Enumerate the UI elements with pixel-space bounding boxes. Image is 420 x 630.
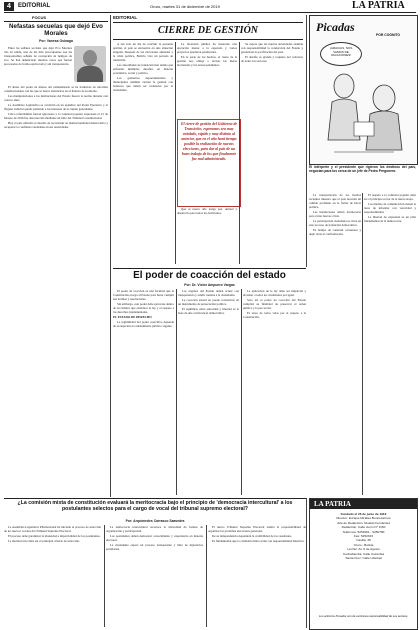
staff-line: Redacción: Calle Junín N° 1150 <box>341 525 386 530</box>
bottom-article-top-rule <box>4 498 306 499</box>
bottom-article-paragraph: La democracia intercultural reconoce la diversidad de formas de organización y participación. <box>106 525 203 533</box>
bottom-article-paragraph: La Asamblea Legislativa Plurinacional ha iniciado el proceso de selección de los nuevos vocales del Tribunal Supremo Electoral. <box>4 525 101 533</box>
editorial-paragraph: Los gobiernos departamentales y municipales también cierran la gestión con balances que deben ser evaluados por la ciudadanía. <box>113 76 173 92</box>
focus-paragraph: Entre las señales sociales que dejó Evo Morales tras su salida, una de las más preocupantes son las irresponsables señales de corrupción de tiempos de evo. Se han denunciado muchos casos que fueron procesados de forma equivocada y sin transparencia. <box>4 46 72 66</box>
focus-paragraph: Cinco referéndums fueron ignorados y la voluntad popular expresada el 21 de febrero de 2016 fue desconocida mediante un fallo del Tribunal Constitucional. <box>4 112 108 120</box>
bottom-col-divider-2 <box>206 525 207 627</box>
bottom-article-paragraph: De su independencia dependerá la credibilidad de los resultados. <box>212 534 292 538</box>
author-photo <box>74 46 106 82</box>
author-photo-head <box>83 50 97 66</box>
page-number: 4 <box>7 3 11 10</box>
right-column-col-2 <box>364 193 416 418</box>
bottom-article-paragraph: La ciudadanía espera un proceso transparente y libre de injerencias partidarias. <box>106 543 203 551</box>
middle-col-divider-2 <box>241 289 242 495</box>
editorial-col-2 <box>177 42 237 117</box>
staff-line: Cochabamba: Calle Colombia <box>342 551 385 556</box>
editorial-col-divider-1 <box>175 42 176 264</box>
editorial-paragraph: La inversión pública ha mostrado una ejecución menor a la esperada y varios proyectos quedaron paralizados. <box>177 42 237 54</box>
right-column-divider <box>362 193 363 495</box>
middle-article-paragraph: El equilibrio entre autoridad y libertad es la base de una convivencia democrática. <box>178 307 239 315</box>
bottom-article-paragraph: Los postulantes deben demostrar conocimiento y experiencia en materia electoral. <box>106 534 203 542</box>
editorial-col-1 <box>113 42 173 264</box>
cartoon-caption-text: El intérprete y el presidente que rigieron los destinos del país, negocian para los cerca de un jefe de Pedro Pregonero. <box>309 165 416 174</box>
right-column-col-1 <box>309 193 361 495</box>
staff-lines <box>313 512 414 612</box>
editorial-title: CIERRE DE GESTIÓN <box>157 25 259 36</box>
focus-byline: Por: Vanesa Osinaga <box>39 39 73 43</box>
editorial-paragraph: Que el nuevo año traiga paz, unidad y desarrollo para todos los bolivianos. <box>177 207 237 215</box>
editorial-col-3 <box>241 42 303 264</box>
editorial-paragraph: El desafío es grande y requiere del concurso de todos los sectores. <box>241 55 303 63</box>
staff-line: Jefe de Redacción: Nivaldo Fernández <box>336 520 391 525</box>
left-column <box>4 15 108 475</box>
focus-rule <box>4 21 108 22</box>
editorial-tag-rule <box>113 22 303 23</box>
middle-article-subhead: EL ESTADO DE DERECHO <box>113 315 152 319</box>
staff-masthead: LA PATRIA <box>314 500 351 508</box>
bottom-article-paragraph: Es fundamental que la comisión mixta actúe con responsabilidad histórica. <box>212 539 305 543</box>
middle-article-col-1 <box>113 289 174 495</box>
staff-masthead-bar <box>310 499 417 509</box>
middle-article-paragraph: La coacción estatal no puede convertirse en un instrumento de persecución política. <box>178 298 239 306</box>
middle-article-col-3 <box>243 289 306 495</box>
page-number-box <box>4 2 14 11</box>
bottom-column-divider <box>306 498 307 628</box>
right-column-paragraph: El respeto a la voluntad popular debe ser el principio rector de la nueva etapa. <box>364 193 416 201</box>
bottom-article-col-1 <box>4 525 101 627</box>
focus-title: Nefastas secuelas que dejó Evo Morales <box>9 23 103 37</box>
right-column-paragraph: Las instituciones deben fortalecerse para evitar nuevas crisis. <box>309 210 361 218</box>
editorial-paragraph: A tan solo un día de concluir la presente gestión, el país se encuentra en una situación singular. Después de las elecciones anuladas y la crisis política, Bolivia vive un periodo de transición. <box>113 42 173 62</box>
cartoon-caption <box>309 165 416 191</box>
staff-line: Fax: 5252333 <box>354 534 373 539</box>
middle-article-paragraph: Sin embargo, este poder debe ejercerse dentro de los límites que establece la ley y el respeto a los derechos fundamentales. <box>113 302 174 314</box>
focus-paragraph: Las manipulaciones a las instituciones del Estado fueron la norma durante casi catorce años. <box>4 94 108 102</box>
middle-article-paragraph: La aplicación de la ley debe ser imparcial y alcanzar a todos los ciudadanos por igual. <box>243 289 306 297</box>
bottom-article-byline: Por: Arquímedes Carrasco Saavedra <box>125 519 185 523</box>
bottom-article-paragraph: La meritocracia debe ser el principal criterio de selección. <box>8 539 80 543</box>
date-line: Oruro, martes 31 de diciembre de 2019 <box>150 4 220 9</box>
editorial-section <box>113 15 303 265</box>
author-photo-shoulders <box>77 66 103 82</box>
middle-article-col-2 <box>178 289 239 495</box>
middle-article-paragraph: La legitimidad del poder coercitivo depende de su sujeción al ordenamiento jurídico vigente. <box>113 320 174 328</box>
bottom-article-col-2 <box>106 525 203 627</box>
staff-line: Casilla: 48 <box>356 538 371 543</box>
right-column-paragraph: Los medios de comunicación tienen la tarea de informar con veracidad y responsabilidad. <box>364 202 416 214</box>
editorial-col-2-bottom <box>177 207 237 264</box>
right-column-paragraph: Es tiempo de construir consensos y dejar atrás la confrontación. <box>309 228 361 236</box>
speech-bubble-text: ¡GRACIAS, NOS VAMOS DE VACACIONES! <box>329 46 353 58</box>
bottom-article <box>4 498 306 628</box>
middle-article-top-rule <box>113 268 306 269</box>
section-label: EDITORIAL <box>18 3 51 9</box>
middle-article-paragraph: Es tarea de todos velar por el respeto a la Constitución. <box>243 311 306 319</box>
staff-footer-note: Los artículos firmados son de exclusiva responsabilidad de sus autores. <box>318 614 409 618</box>
cartoon-panel <box>309 15 418 165</box>
focus-tag: FOCUS <box>32 15 46 20</box>
staff-line: La Paz: Av. 6 de Agosto <box>347 547 380 552</box>
staff-line: Director: Enrique Miralles Bonnecarrere <box>336 516 391 521</box>
staff-line: Teléfonos: 5254061 - 5250780 <box>342 529 385 534</box>
editorial-paragraph: En la parte de los hechos, el cierre de la gestión nos obliga a revisar las metas alcanzadas y las tareas pendientes. <box>177 55 237 67</box>
cartoon-illustration <box>314 62 413 160</box>
staff-line: Fundado el 26 de junio de 1919 <box>340 512 387 516</box>
middle-article-paragraph: Solo así el poder de coacción del Estado cumplirá su finalidad de preservar el orden público y la paz social. <box>243 298 306 310</box>
cartoon-title: Picadas <box>316 20 355 34</box>
staff-box <box>309 498 418 630</box>
focus-paragraph: La Asamblea Legislativa se convirtió en un apéndice del Poder Ejecutivo y el Órgano Judicial quedó sometido a los intereses de la cúpula gobernante. <box>4 103 108 111</box>
editorial-title-rule <box>113 39 303 40</box>
cartoon-credit: POR COGNITO <box>376 33 401 37</box>
column-divider-left <box>110 15 111 497</box>
editorial-paragraph: Se espera que las nuevas autoridades asuman con responsabilidad la conducción del Estado y garanticen la pacificación del país. <box>241 42 303 54</box>
bottom-article-paragraph: El proceso debe garantizar la idoneidad e imparcialidad de los postulantes. <box>8 534 101 538</box>
bottom-col-divider-1 <box>104 525 105 627</box>
bottom-article-col-3 <box>208 525 306 627</box>
header-bar <box>0 0 420 13</box>
column-divider-right <box>306 15 307 267</box>
editorial-quote-text: El cierre de gestión del Gobierno de Transición, esperamos sea muy rotulado, rápido y muy distinto al anterior, que en el año hará tiempo posible la realización de nuevas elecciones, para dar al país de un buen trabajo de los que finalmente fue mal administrado. <box>180 122 238 161</box>
middle-article-byline: Por: Dr. Víctor Ampuero Vargas <box>184 283 235 287</box>
focus-paragraph: El abuso del poder en manos del exmandatario se ha traducido en reformas constitucionales con las que se buscó eternizarse en el Palacio de Gobierno. <box>4 85 108 93</box>
staff-line: Oruro - Bolivia <box>353 542 374 547</box>
right-column-paragraph: La interpretación de los hechos recientes muestra que el país necesita un cambio profundo en la forma de hacer política. <box>309 193 361 209</box>
middle-col-divider-1 <box>176 289 177 495</box>
focus-paragraph: Hoy el país enfrenta el desafío de reconstruir su institucionalidad democrática y recuperar la confianza ciudadana en sus autoridades. <box>4 121 108 129</box>
middle-article <box>113 268 306 496</box>
staff-line: Santa Cruz: Calle Libertad <box>345 556 382 561</box>
bottom-article-paragraph: El nuevo Tribunal Supremo Electoral tendrá la responsabilidad de organizar las próximas elecciones generales. <box>208 525 306 533</box>
bottom-article-title: ¿La comisión mixta de constitución evaluará la meritocracia bajo el principio de 'democracia intercultural' a los postulantes selectos para el cargo de vocal del tribunal supremo electoral? <box>17 500 293 513</box>
editorial-tag: EDITORIAL <box>113 15 138 20</box>
right-column-paragraph: La libertad de expresión es un pilar fundamental de la democracia. <box>364 215 416 223</box>
editorial-paragraph: Las autoridades de transición han tenido que enfrentar múltiples desafíos en materia económica, social y política. <box>113 63 173 75</box>
header-rule <box>4 12 416 13</box>
editorial-pull-quote <box>177 119 241 207</box>
middle-article-paragraph: Los órganos del Estado deben actuar con transparencia y rendir cuentas a la ciudadanía. <box>178 289 239 297</box>
middle-article-paragraph: El poder de coacción es una facultad que la Constitución otorga al Estado para hacer cumplir sus normas y resoluciones. <box>113 289 174 301</box>
editorial-col-divider-2 <box>239 42 240 264</box>
middle-article-title: El poder de coacción del estado <box>133 270 286 281</box>
right-column-paragraph: La participación ciudadana es clave en este proceso de transición democrática. <box>309 219 361 227</box>
masthead: LA PATRIA <box>352 0 405 11</box>
focus-body <box>4 85 108 473</box>
focus-body-top <box>4 46 72 84</box>
